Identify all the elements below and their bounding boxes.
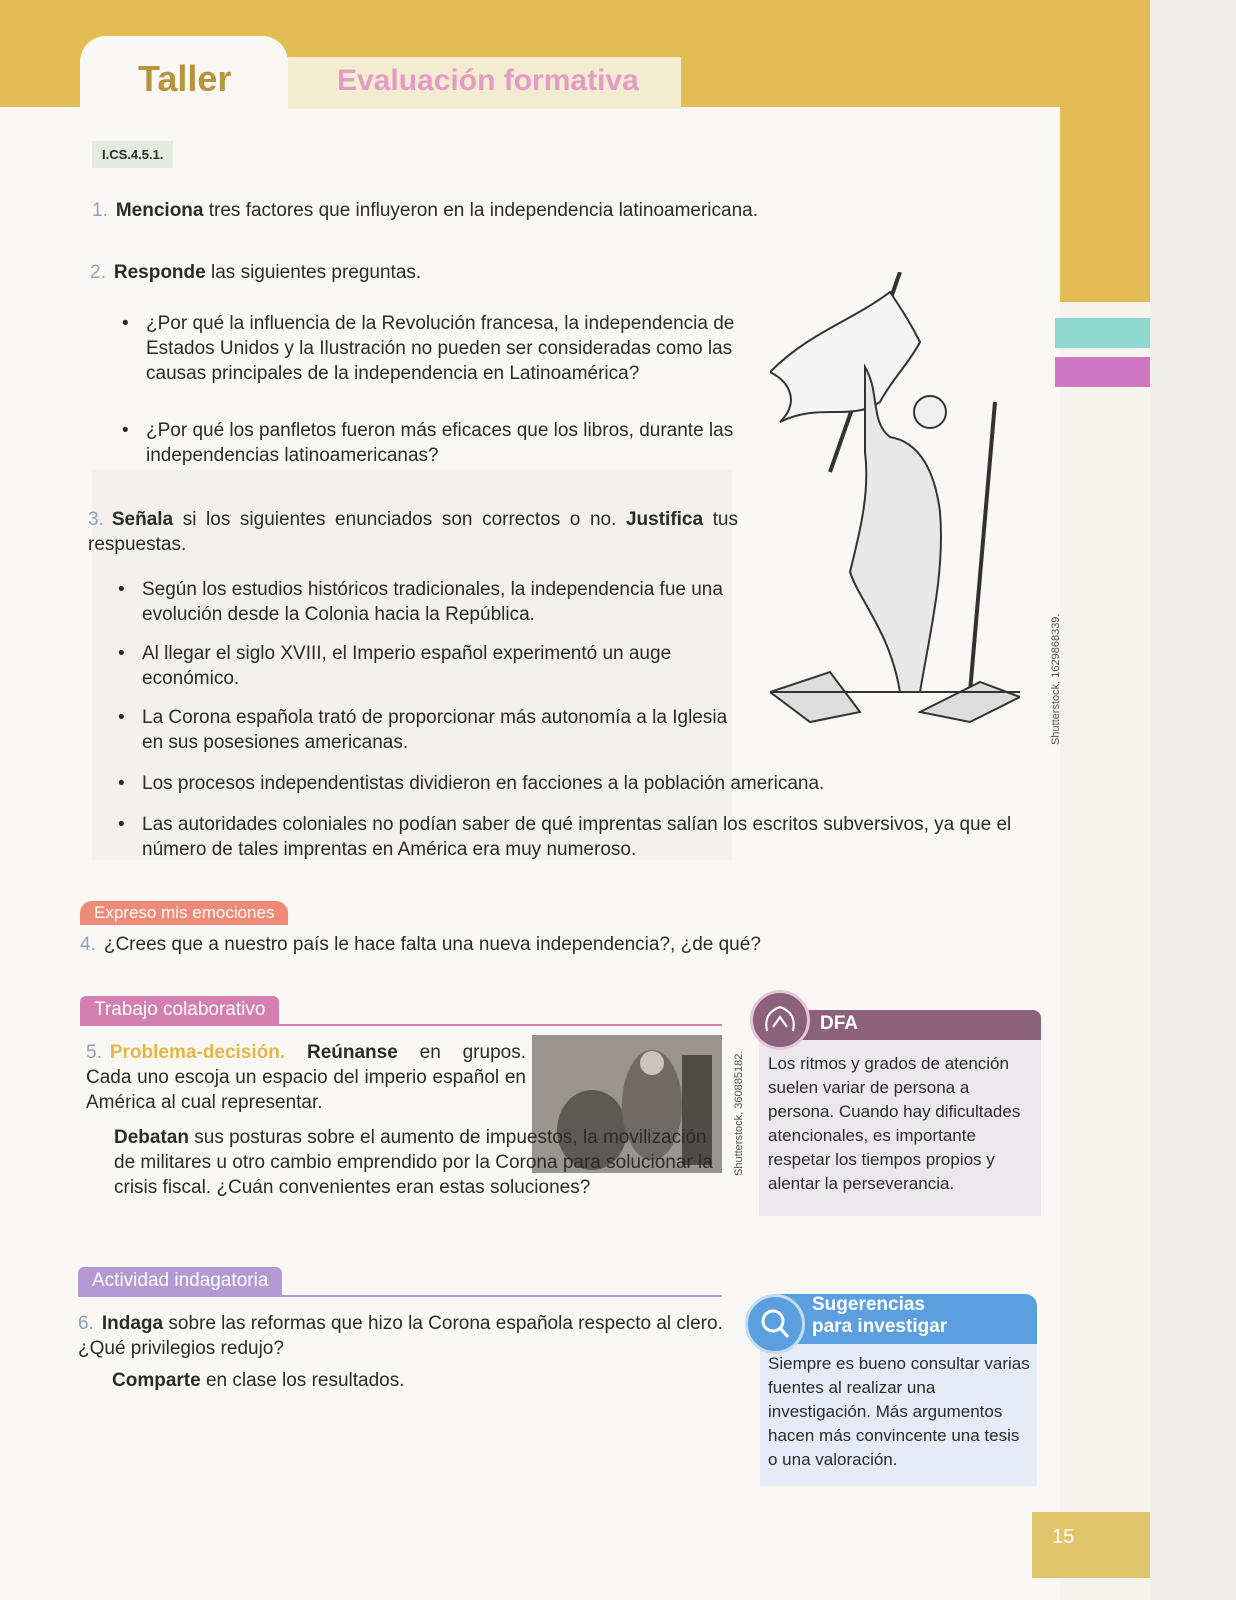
divider xyxy=(80,1024,722,1026)
page-edge xyxy=(1150,0,1236,1600)
dfa-text: Los ritmos y grados de atención suelen variar de persona a persona. Cuando hay dificultades atencionales, es importante respetar los tiempos propios y alentar la perseverancia. xyxy=(768,1054,1021,1193)
question-number: 3. xyxy=(88,509,104,530)
section-label: Taller xyxy=(138,58,232,99)
inquiry-tab: Actividad indagatoria xyxy=(78,1267,282,1295)
divider xyxy=(78,1295,722,1297)
question-verb: Responde xyxy=(113,262,206,283)
question-verb: Menciona xyxy=(115,200,204,221)
question-2 xyxy=(90,260,730,285)
suggestions-title-line: para investigar xyxy=(812,1316,948,1337)
question-number: 4. xyxy=(80,934,96,955)
question-number: 5. xyxy=(86,1042,102,1063)
question-6-followup xyxy=(112,1368,712,1393)
image-credit: Shutterstock, 360885182. xyxy=(733,1050,745,1176)
liberty-illustration xyxy=(770,272,1020,742)
question-6 xyxy=(78,1311,728,1361)
question-verb: Comparte xyxy=(112,1370,201,1391)
question-verb: Debatan xyxy=(114,1127,189,1148)
question-text: si los siguientes enunciados son correctos o no. xyxy=(173,509,626,530)
question-text: ¿Crees que a nuestro país le hace falta una nueva independencia?, ¿de qué? xyxy=(103,934,761,955)
dfa-title: DFA xyxy=(820,1013,858,1034)
image-credit: Shutterstock, 1629868339. xyxy=(1050,613,1062,745)
question-text: en clase los resultados. xyxy=(200,1370,405,1391)
list-item: • Los procesos independentistas dividieron en facciones a la población americana. xyxy=(142,771,1022,796)
teal-marker xyxy=(1055,318,1150,348)
question-number: 1. xyxy=(92,200,108,221)
page-number-box xyxy=(1032,1512,1150,1578)
question-1 xyxy=(92,198,992,223)
question-verb: Indaga xyxy=(101,1313,164,1334)
question-3 xyxy=(88,507,738,557)
question-number: 2. xyxy=(90,262,106,283)
question-text: tus respuestas. xyxy=(88,509,739,555)
question-text: en grupos. Cada uno escoja un espacio del imperio español en América al cual representar. xyxy=(86,1042,526,1113)
question-text: tres factores que influyeron en la independencia latinoamericana. xyxy=(203,200,759,221)
list-item: • ¿Por qué la influencia de la Revolución francesa, la independencia de Estados Unidos y la Ilustración no pueden ser consideradas como las causas principales de la independencia en Latinoamérica? xyxy=(146,311,746,386)
suggestions-title xyxy=(812,1294,947,1338)
magnifier-icon xyxy=(745,1294,805,1354)
criterion-code: I.CS.4.5.1. xyxy=(92,141,173,168)
question-4 xyxy=(80,932,980,957)
list-item: • Las autoridades coloniales no podían saber de qué imprentas salían los escritos subversivos, ya que el número de tales imprentas en América era muy numeroso. xyxy=(142,812,1042,862)
list-item: • Al llegar el siglo XVIII, el Imperio español experimentó un auge económico. xyxy=(142,641,742,691)
problem-decision-label: Problema-decisión. xyxy=(109,1042,286,1063)
question-text: sus posturas sobre el aumento de impuestos, la movilización de militares u otro cambio emprendido por la Corona para solucionar la crisis fiscal. ¿Cuán convenientes eran estas soluciones? xyxy=(114,1127,713,1198)
list-item: • ¿Por qué los panfletos fueron más eficaces que los libros, durante las independencias latinoamericanas? xyxy=(146,418,746,468)
question-5-part-1 xyxy=(86,1040,526,1115)
side-band xyxy=(1060,107,1150,302)
question-5-part-2 xyxy=(114,1125,724,1200)
pink-marker xyxy=(1055,357,1150,387)
collab-tab: Trabajo colaborativo xyxy=(80,996,279,1024)
question-verb: Reúnanse xyxy=(306,1042,398,1063)
question-text: las siguientes preguntas. xyxy=(205,262,422,283)
page-number: 15 xyxy=(1052,1526,1075,1548)
suggestions-title-line: Sugerencias xyxy=(812,1294,925,1315)
brain-hands-icon xyxy=(750,990,810,1050)
list-item: • La Corona española trató de proporcionar más autonomía a la Iglesia en sus posesiones americanas. xyxy=(142,705,742,755)
question-verb: Señala xyxy=(111,509,174,530)
question-text: sobre las reformas que hizo la Corona española respecto al clero. ¿Qué privilegios redujo? xyxy=(78,1313,723,1359)
question-number: 6. xyxy=(78,1313,94,1334)
page-title: Evaluación formativa xyxy=(337,64,639,97)
list-item: • Según los estudios históricos tradicionales, la independencia fue una evolución desde la Colonia hacia la República. xyxy=(142,577,742,627)
question-verb: Justifica xyxy=(625,509,704,530)
suggestions-text: Siempre es bueno consultar varias fuentes al realizar una investigación. Más argumentos hacen más convincente una tesis o una valoración. xyxy=(768,1354,1030,1469)
dfa-header xyxy=(778,1010,1041,1040)
emotions-tab: Expreso mis emociones xyxy=(80,901,288,925)
